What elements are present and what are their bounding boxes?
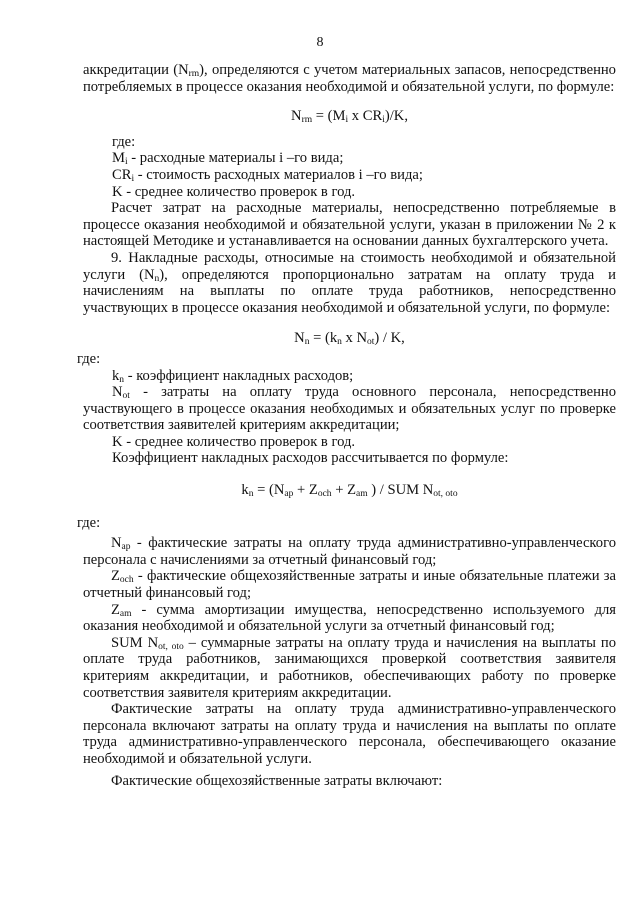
definition-zoch: $Z_{och}$ - фактические общехозяйственные затраты и иные обязательные платежи за отчетный финансовый год; bbox=[83, 568, 616, 602]
paragraph-coef: Коэффициент накладных расходов рассчитывается по формуле: bbox=[112, 450, 509, 467]
definition-k: K - среднее количество проверок в год. bbox=[112, 433, 356, 450]
paragraph-overhead: 9. Накладные расходы, относимые на стоимость необходимой и обязательной услуги $(N_n)$, определяются пропорционально затратам на оплату труда и начислениям на выплаты по оплате труда работников, непосредственно участвующих в процессе оказания необходимой и обязательной услуги, по формуле: bbox=[83, 249, 616, 316]
formula-kn: $k_n = (N_{ap} + Z_{och} + Z_{am}$ ) / SUM $N_{ot, oto}$ bbox=[241, 482, 458, 500]
where-label: где: bbox=[77, 514, 101, 531]
formula-nrm: $N_{rm} = (M_i$ x $CR_i)/K$, bbox=[291, 108, 408, 126]
page-number: 8 bbox=[316, 35, 324, 50]
definition-zam: $Z_{am}$ - сумма амортизации имущества, непосредственно используемого для оказания необходимой и обязательной услуги за отчетный финансовый год; bbox=[83, 601, 616, 635]
definition-kn: $k_n$ - коэффициент накладных расходов; bbox=[112, 367, 354, 385]
where-label: где: bbox=[112, 133, 136, 150]
paragraph-admin-costs: Фактические затраты на оплату труда административно-управленческого персонала включают затраты на оплату труда и начисления на выплаты по оплате труда административно-управленческого персонала, обеспечивающего оказание необходимой и обязательной услуги. bbox=[83, 701, 616, 767]
definition-not: $N_{ot}$ - затраты на оплату труда основного персонала, непосредственно участвующего в процессе оказания необходимых и обязательных услуг по проверке соответствия заявителей критериям аккредитации; bbox=[83, 384, 616, 434]
page-body bbox=[77, 62, 617, 789]
formula-nn: $N_n = (k_n$ x $N_{ot}$) / K, bbox=[294, 330, 405, 348]
definition-sum-not: SUM $N_{ot, oto}$ – суммарные затраты на оплату труда и начисления на выплаты по оплате труда работников, занимающихся проверкой соответствия заявителя критериям аккредитации, и работников, обеспечивающих работу по проверке соответствия заявителя критериям аккредитации. bbox=[83, 634, 617, 701]
paragraph-general-costs: Фактические общехозяйственные затраты включают: bbox=[111, 772, 443, 789]
paragraph-materials: Расчет затрат на расходные материалы, непосредственно потребляемые в процессе оказания необходимой и обязательной услуги, указан в приложении № 2 к настоящей Методике и устанавливается на основании данных бухгалтерского учета. bbox=[83, 200, 616, 250]
where-label: где: bbox=[77, 350, 101, 367]
paragraph-intro: аккредитации $(N_{rm})$, определяются с учетом материальных запасов, непосредственно потребляемых в процессе оказания необходимой и обязательной услуги, по формуле: bbox=[83, 62, 616, 95]
definition-k: K - среднее количество проверок в год. bbox=[112, 183, 356, 200]
definition-cri: $CR_i$ - стоимость расходных материалов i –го вида; bbox=[112, 166, 423, 184]
definition-nap: $N_{ap}$ - фактические затраты на оплату труда административно-управленческого персонала с начислениями за отчетный финансовый год; bbox=[83, 535, 616, 568]
definition-mi: $M_i$ - расходные материалы i –го вида; bbox=[112, 150, 344, 168]
